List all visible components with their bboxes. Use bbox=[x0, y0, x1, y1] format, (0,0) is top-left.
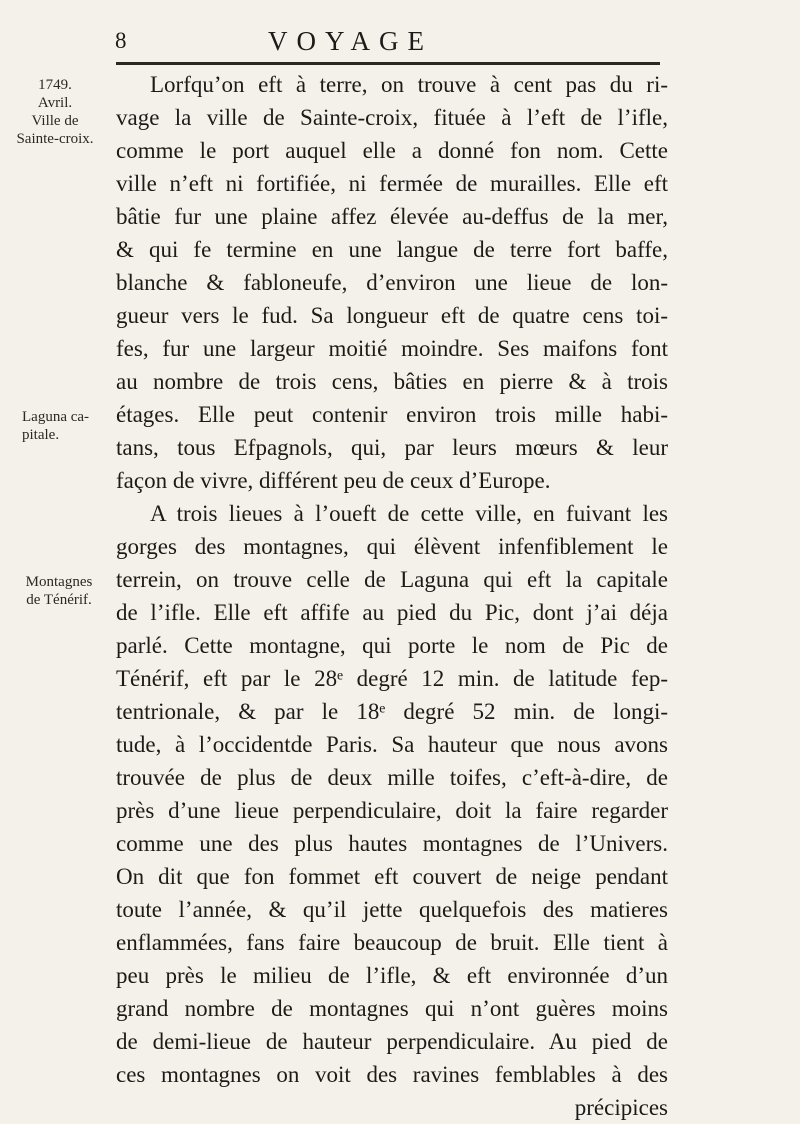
text-line: bâtie fur une plaine affez élevée au-deffus de la mer, bbox=[116, 204, 668, 229]
text-line: blanche & fabloneufe, d’environ une lieue de lon- bbox=[116, 270, 668, 295]
text-line: trouvée de plus de deux mille toifes, c’eft-à-dire, de bbox=[116, 765, 668, 790]
text-line: tans, tous Efpagnols, qui, par leurs mœurs & leur bbox=[116, 435, 668, 460]
text-line: On dit que fon fommet eft couvert de neige pendant bbox=[116, 864, 668, 889]
text-line: comme une des plus hautes montagnes de l’Univers. bbox=[116, 831, 668, 856]
text-line: gorges des montagnes, qui élèvent infenfiblement le bbox=[116, 534, 668, 559]
text-line: près d’une lieue perpendiculaire, doit la faire regarder bbox=[116, 798, 668, 823]
margin-note-ville: 1749. Avril. Ville de Sainte-croix. bbox=[16, 77, 94, 147]
text-line: enflammées, fans faire beaucoup de bruit. Elle tient à bbox=[116, 930, 668, 955]
text-line: A trois lieues à l’oueft de cette ville, en fuivant les bbox=[150, 501, 668, 526]
text-line: gueur vers le fud. Sa longueur eft de quatre cens toi- bbox=[116, 303, 668, 328]
text-line: Ténérif, eft par le 28ᵉ degré 12 min. de latitude fep- bbox=[116, 666, 668, 691]
running-title: VOYAGE bbox=[268, 26, 433, 56]
text-line: vage la ville de Sainte-croix, fituée à l’eft de l’ifle, bbox=[116, 105, 668, 130]
page-number: 8 bbox=[115, 28, 127, 53]
text-line: peu près le milieu de l’ifle, & eft environnée d’un bbox=[116, 963, 668, 988]
text-line: ville n’eft ni fortifiée, ni fermée de murailles. Elle eft bbox=[116, 171, 668, 196]
text-line: tentrionale, & par le 18ᵉ degré 52 min. de longi- bbox=[116, 699, 668, 724]
text-line: ces montagnes on voit des ravines femblables à des bbox=[116, 1062, 668, 1087]
text-line: fes, fur une largeur moitié moindre. Ses maifons font bbox=[116, 336, 668, 361]
header-rule bbox=[116, 62, 660, 65]
text-line: tude, à l’occidentde Paris. Sa hauteur que nous avons bbox=[116, 732, 668, 757]
text-line: de demi-lieue de hauteur perpendiculaire. Au pied de bbox=[116, 1029, 668, 1054]
text-line: parlé. Cette montagne, qui porte le nom de Pic de bbox=[116, 633, 668, 658]
catchword: précipices bbox=[574, 1095, 668, 1120]
text-line: de l’ifle. Elle eft affife au pied du Pic, dont j’ai déja bbox=[116, 600, 668, 625]
text-line: grand nombre de montagnes qui n’ont guères moins bbox=[116, 996, 668, 1021]
text-line: comme le port auquel elle a donné fon nom. Cette bbox=[116, 138, 668, 163]
text-line: au nombre de trois cens, bâties en pierre & à trois bbox=[116, 369, 668, 394]
body-text bbox=[116, 68, 668, 1124]
text-line: terrein, on trouve celle de Laguna qui eft la capitale bbox=[116, 567, 668, 592]
text-line: Lorfqu’on eft à terre, on trouve à cent pas du ri- bbox=[150, 72, 668, 97]
text-line: toute l’année, & qu’il jette quelquefois des matieres bbox=[116, 897, 668, 922]
margin-note-laguna: Laguna ca- pitale. bbox=[22, 409, 90, 443]
margin-note-montagnes: Montagnes de Ténérif. bbox=[25, 574, 93, 608]
text-line: étages. Elle peut contenir environ trois mille habi- bbox=[116, 402, 668, 427]
text-line: & qui fe termine en une langue de terre fort baffe, bbox=[116, 237, 668, 262]
text-line: façon de vivre, différent peu de ceux d’Europe. bbox=[116, 468, 551, 493]
